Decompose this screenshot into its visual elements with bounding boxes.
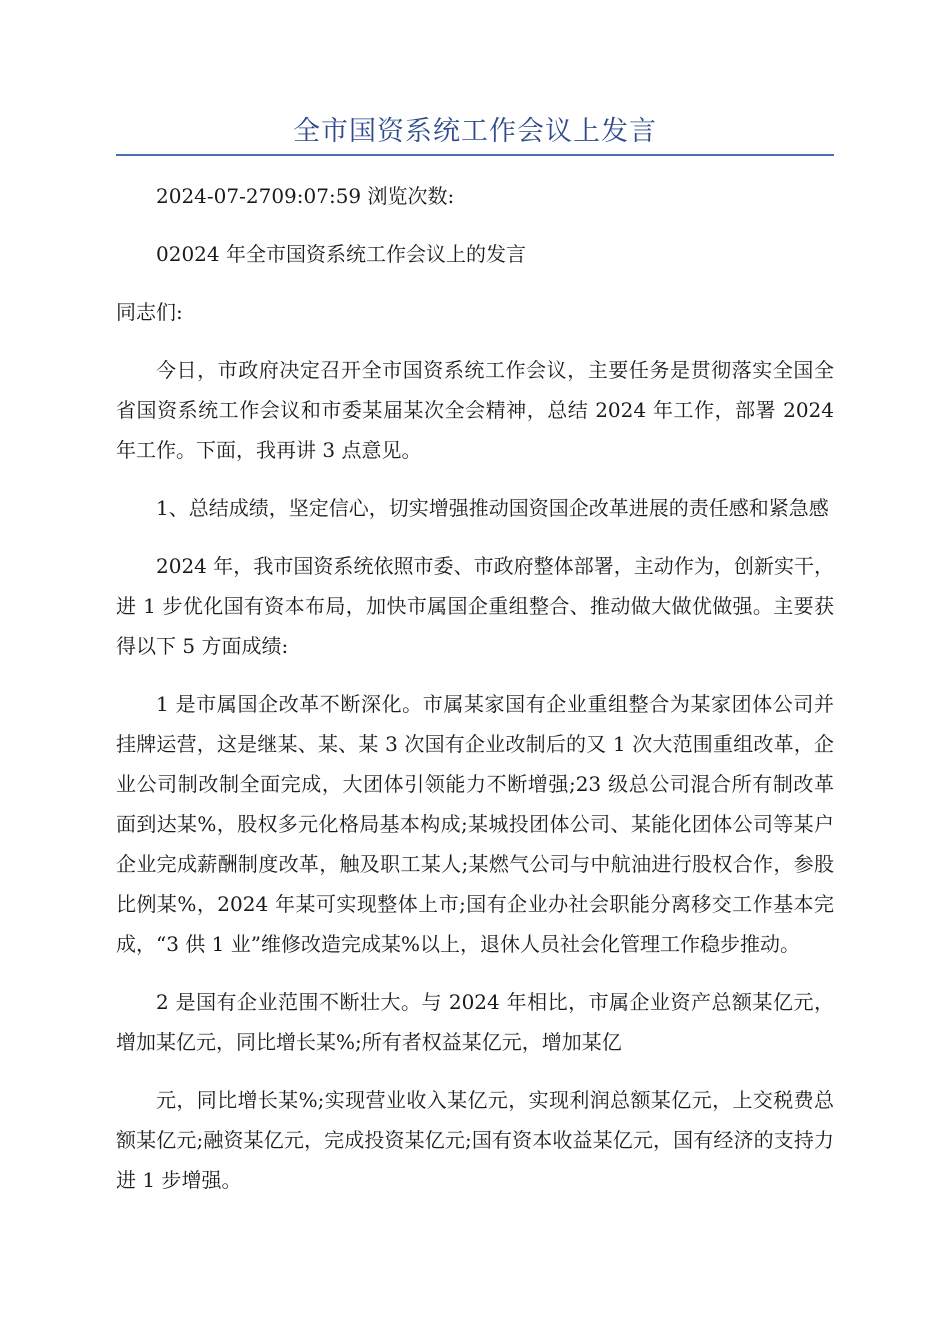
document-body [116, 176, 834, 1218]
meta-line: 2024-07-2709:07:59 浏览次数: [156, 184, 455, 208]
salutation: 同志们: [116, 300, 183, 324]
section-heading-1: 1、总结成绩，坚定信心，切实增强推动国资国企改革进展的责任感和紧急感 [156, 496, 829, 520]
title-underline [116, 154, 834, 156]
paragraph-point-2: 2 是国有企业范围不断壮大。与 2024 年相比，市属企业资产总额某亿元，增加某亿元，同比增长某%;所有者权益某亿元，增加某亿 [116, 990, 834, 1054]
document-title: 全市国资系统工作会议上发言 [293, 116, 657, 147]
speech-subtitle: 02024 年全市国资系统工作会议上的发言 [156, 242, 526, 266]
paragraph-point-1: 1 是市属国企改革不断深化。市属某家国有企业重组整合为某家团体公司并挂牌运营，这是继某、某、某 3 次国有企业改制后的又 1 次大范围重组改革，企业公司制改制全面完成，大团体引领能力不断增强;23 级总公司混合所有制改革面到达某%，股权多元化格局基本构成;某城投团体公司、某能化团体公司等某户企业完成薪酬制度改革，触及职工某人;某燃气公司与中航油进行股权合作，参股比例某%，2024 年某可实现整体上市;国有企业办社会职能分离移交工作基本完成，“3 供 1 业”维修改造完成某%以上，退休人员社会化管理工作稳步推动。 [116, 692, 834, 956]
paragraph-intro: 今日，市政府决定召开全市国资系统工作会议，主要任务是贯彻落实全国全省国资系统工作会议和市委某届某次全会精神，总结 2024 年工作，部署 2024 年工作。下面，我再讲 3 点意见。 [116, 358, 834, 462]
paragraph-point-2-continued: 元，同比增长某%;实现营业收入某亿元，实现利润总额某亿元，上交税费总额某亿元;融资某亿元，完成投资某亿元;国有资本收益某亿元，国有经济的支持力进 1 步增强。 [116, 1088, 834, 1192]
paragraph-overview: 2024 年，我市国资系统依照市委、市政府整体部署，主动作为，创新实干，进 1 步优化国有资本布局，加快市属国企重组整合、推动做大做优做强。主要获得以下 5 方面成绩: [116, 554, 834, 658]
